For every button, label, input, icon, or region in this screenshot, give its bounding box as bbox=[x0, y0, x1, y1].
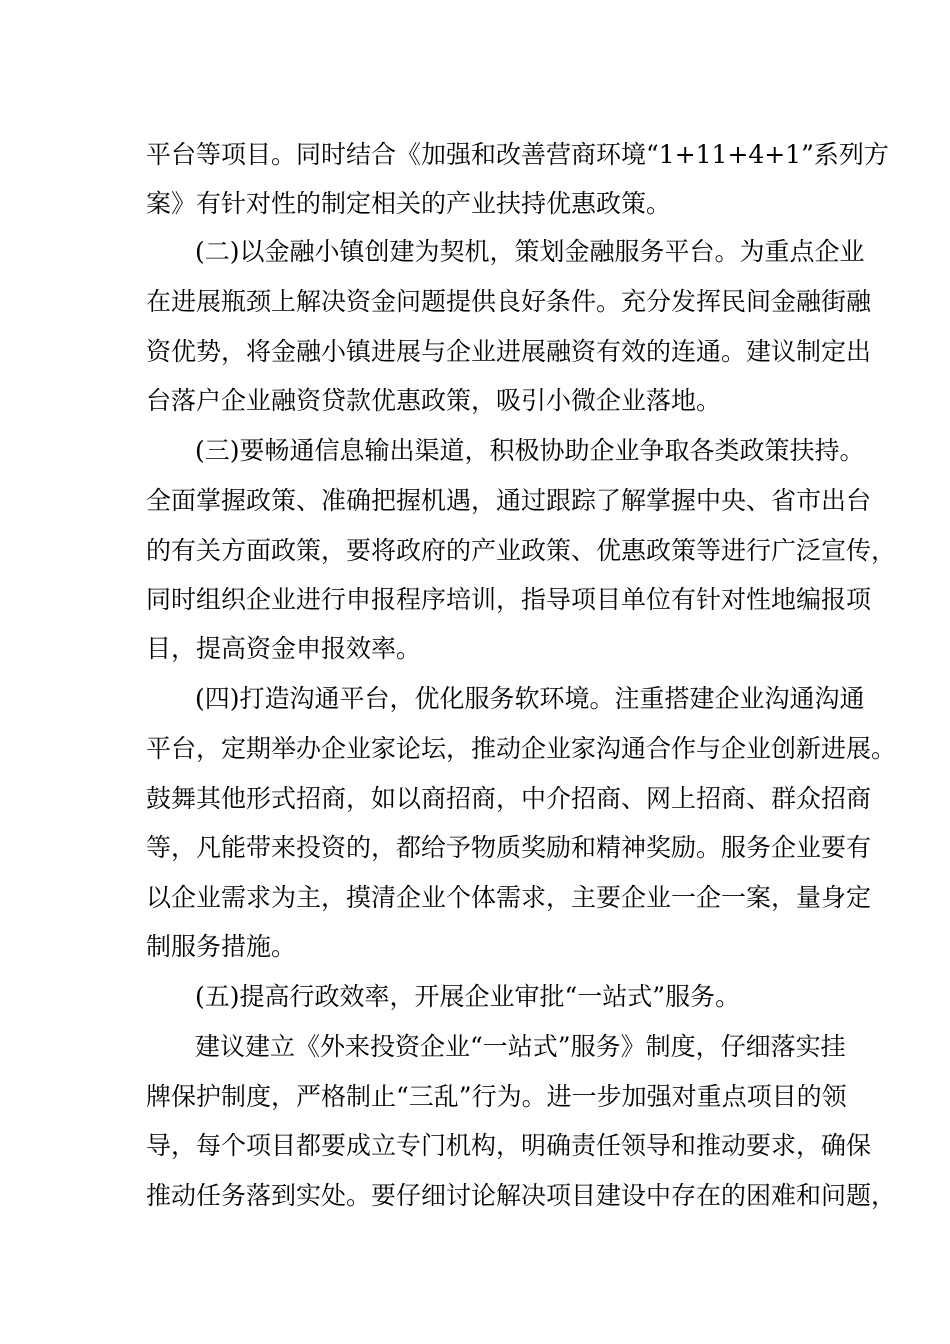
text-line: 平台，定期举办企业家论坛，推动企业家沟通合作与企业创新进展。 bbox=[146, 734, 897, 763]
text-line: 资优势，将金融小镇进展与企业进展融资有效的连通。建议制定出 bbox=[146, 337, 872, 366]
paragraph-heading: (二)以金融小镇创建为契机，策划金融服务平台。为重点企业 bbox=[195, 237, 865, 266]
text-line: 制服务措施。 bbox=[146, 932, 297, 961]
text-line: 等，凡能带来投资的，都给予物质奖励和精神奖励。服务企业要有 bbox=[146, 833, 872, 862]
text-line: 平台等项目。同时结合《加强和改善营商环境“1+11+4+1”系列方 bbox=[146, 140, 889, 169]
text-line: 同时组织企业进行申报程序培训，指导项目单位有针对性地编报项 bbox=[146, 585, 872, 614]
text-line: 的有关方面政策，要将政府的产业政策、优惠政策等进行广泛宣传， bbox=[146, 536, 897, 565]
paragraph-heading: (三)要畅通信息输出渠道，积极协助企业争取各类政策扶持。 bbox=[195, 436, 865, 465]
text-line: 鼓舞其他形式招商，如以商招商，中介招商、网上招商、群众招商 bbox=[146, 784, 872, 813]
text-line: 目，提高资金申报效率。 bbox=[146, 634, 422, 663]
text-line: 以企业需求为主，摸清企业个体需求，主要企业一企一案，量身定 bbox=[146, 883, 872, 912]
text-line: 在进展瓶颈上解决资金问题提供良好条件。充分发挥民间金融街融 bbox=[146, 287, 872, 316]
paragraph-heading: (五)提高行政效率，开展企业审批“一站式”服务。 bbox=[195, 982, 741, 1011]
text-line: 建议建立《外来投资企业“一站式”服务》制度，仔细落实挂 bbox=[195, 1032, 846, 1061]
text-line: 牌保护制度，严格制止“三乱”行为。进一步加强对重点项目的领 bbox=[146, 1082, 847, 1111]
text-line: 导，每个项目都要成立专门机构，明确责任领导和推动要求，确保 bbox=[146, 1131, 872, 1160]
text-line: 全面掌握政策、准确把握机遇，通过跟踪了解掌握中央、省市出台 bbox=[146, 486, 872, 515]
text-line: 推动任务落到实处。要仔细讨论解决项目建设中存在的困难和问题， bbox=[146, 1181, 897, 1210]
text-line: 案》有针对性的制定相关的产业扶持优惠政策。 bbox=[146, 189, 672, 218]
text-line: 台落户企业融资贷款优惠政策，吸引小微企业落地。 bbox=[146, 386, 722, 415]
paragraph-heading: (四)打造沟通平台，优化服务软环境。注重搭建企业沟通沟通 bbox=[195, 684, 865, 713]
